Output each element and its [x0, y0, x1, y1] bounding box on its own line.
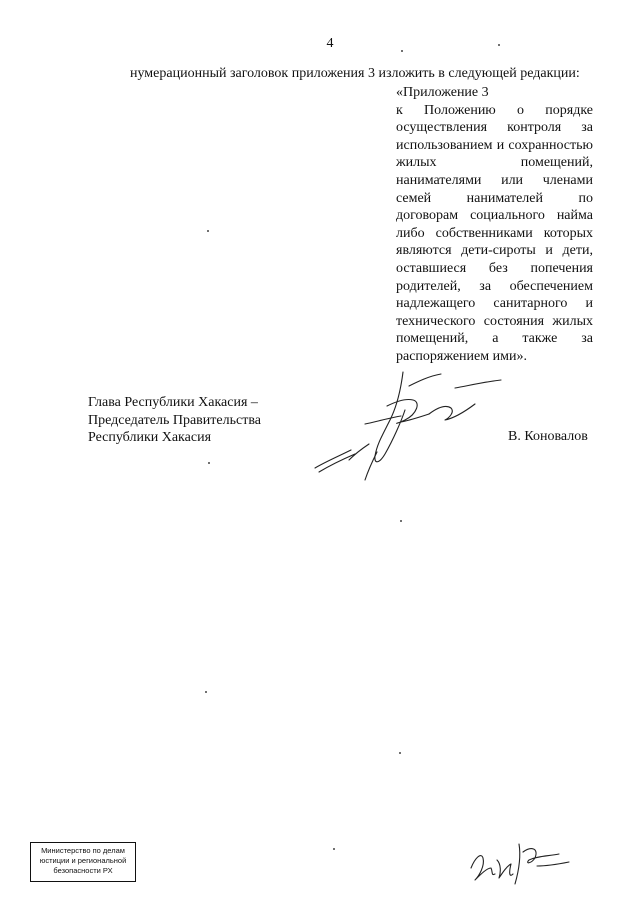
scan-speck — [205, 691, 207, 693]
appendix-body: к Положению о порядке осуществления контроля за использованием и сохранностью жилых помещений, нанимателями или членами семей нанимателей по договорам социального найма либо собственниками которых являются дети-сироты и дети, оставшиеся без попечения родителей, за обеспечением надлежащего санитарного и технического состояния жилых помещений, а также за распоряжением ими». — [396, 102, 593, 364]
scan-speck — [401, 50, 403, 52]
appendix-heading-block — [396, 84, 593, 366]
scan-speck — [208, 462, 210, 464]
handwritten-signature — [305, 368, 515, 488]
stamp-line: безопасности РХ — [53, 866, 113, 875]
scan-speck — [399, 752, 401, 754]
scan-speck — [333, 848, 335, 850]
ministry-stamp — [30, 842, 136, 882]
scan-speck — [498, 44, 500, 46]
stamp-line: юстиции и региональной — [39, 856, 127, 865]
scan-speck — [207, 230, 209, 232]
signer-position-line: Республики Хакасия — [88, 430, 212, 446]
page-number: 4 — [326, 36, 334, 51]
intro-text: нумерационный заголовок приложения 3 изложить в следующей редакции: — [130, 66, 580, 81]
signer-position — [88, 394, 261, 447]
signer-position-line: Председатель Правительства — [88, 412, 261, 428]
scan-speck — [400, 520, 402, 522]
signer-name: В. Коновалов — [508, 429, 588, 444]
stamp-line: Министерство по делам — [41, 846, 125, 855]
appendix-title: «Приложение 3 — [396, 85, 489, 100]
initials-signature — [465, 838, 575, 888]
signer-position-line: Глава Республики Хакасия – — [88, 395, 258, 410]
